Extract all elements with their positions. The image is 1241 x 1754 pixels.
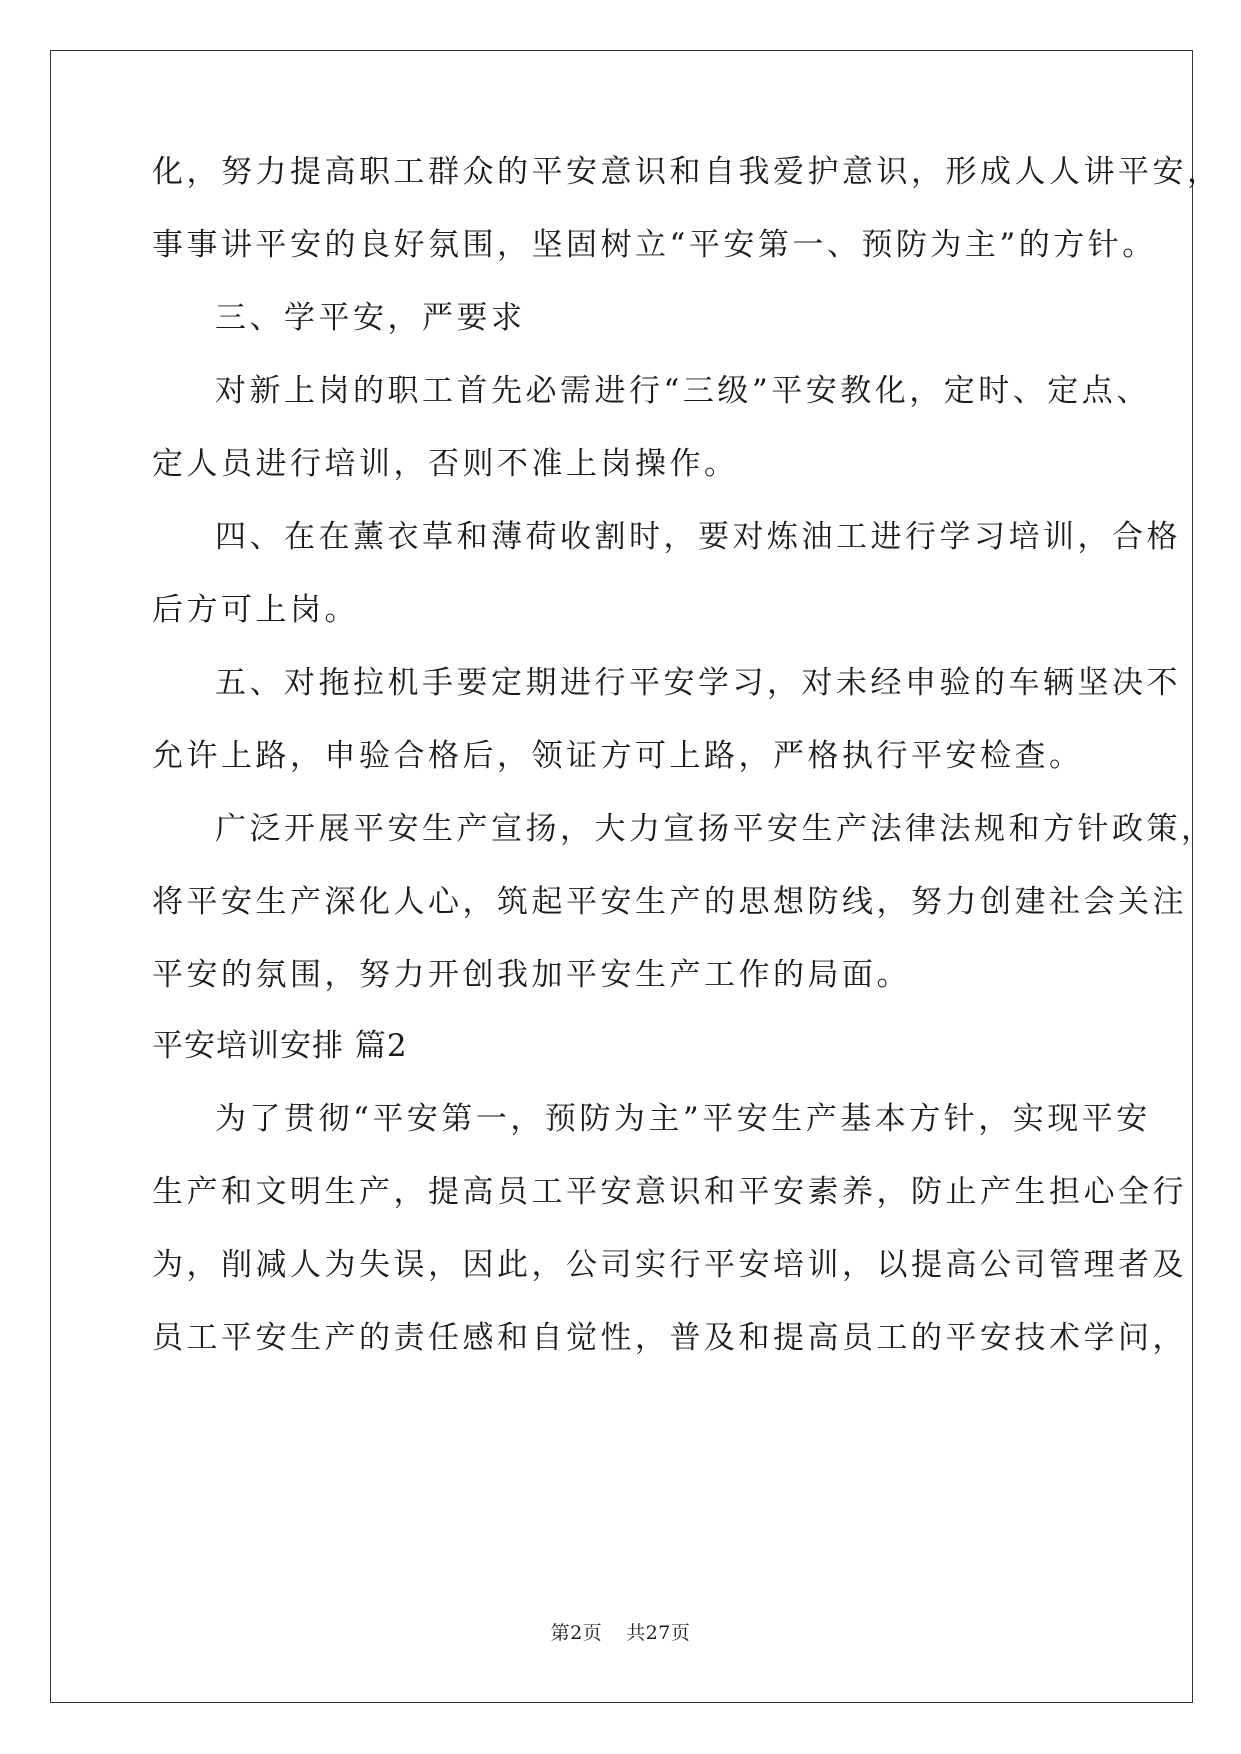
page-footer [0,1620,1241,1646]
article-heading: 平安培训安排 篇2 [152,1028,408,1064]
text-line: 事事讲平安的良好氛围，坚固树立“平安第一、预防为主”的方针。 [152,227,1157,263]
page-total: 共27页 [626,1622,691,1644]
text-line: 五、对拖拉机手要定期进行平安学习，对未经申验的车辆坚决不 [215,665,1181,701]
text-line: 生产和文明生产，提高员工平安意识和平安素养，防止产生担心全行 [152,1174,1187,1210]
text-line: 平安的氛围，努力开创我加平安生产工作的局面。 [152,957,911,993]
text-line: 定人员进行培训，否则不准上岗操作。 [152,446,739,482]
text-line: 为，削减人为失误，因此，公司实行平安培训，以提高公司管理者及 [152,1247,1187,1283]
text-line: 为了贯彻“平安第一，预防为主”平安生产基本方针，实现平安 [215,1101,1151,1137]
page-number: 第2页 [550,1622,603,1644]
text-line: 将平安生产深化人心，筑起平安生产的思想防线，努力创建社会关注 [152,884,1187,920]
text-line: 化，努力提高职工群众的平安意识和自我爱护意识，形成人人讲平安， [152,154,1222,190]
text-line: 广泛开展平安生产宣扬，大力宣扬平安生产法律法规和方针政策， [215,811,1216,847]
text-line: 允许上路，申验合格后，领证方可上路，严格执行平安检查。 [152,738,1084,774]
text-line: 后方可上岗。 [152,592,359,628]
section-heading: 三、学平安，严要求 [215,300,526,336]
text-line: 四、在在薰衣草和薄荷收割时，要对炼油工进行学习培训，合格 [215,519,1181,555]
text-line: 员工平安生产的责任感和自觉性，普及和提高员工的平安技术学问， [152,1320,1187,1356]
text-line: 对新上岗的职工首先必需进行“三级”平安教化，定时、定点、 [215,373,1151,409]
